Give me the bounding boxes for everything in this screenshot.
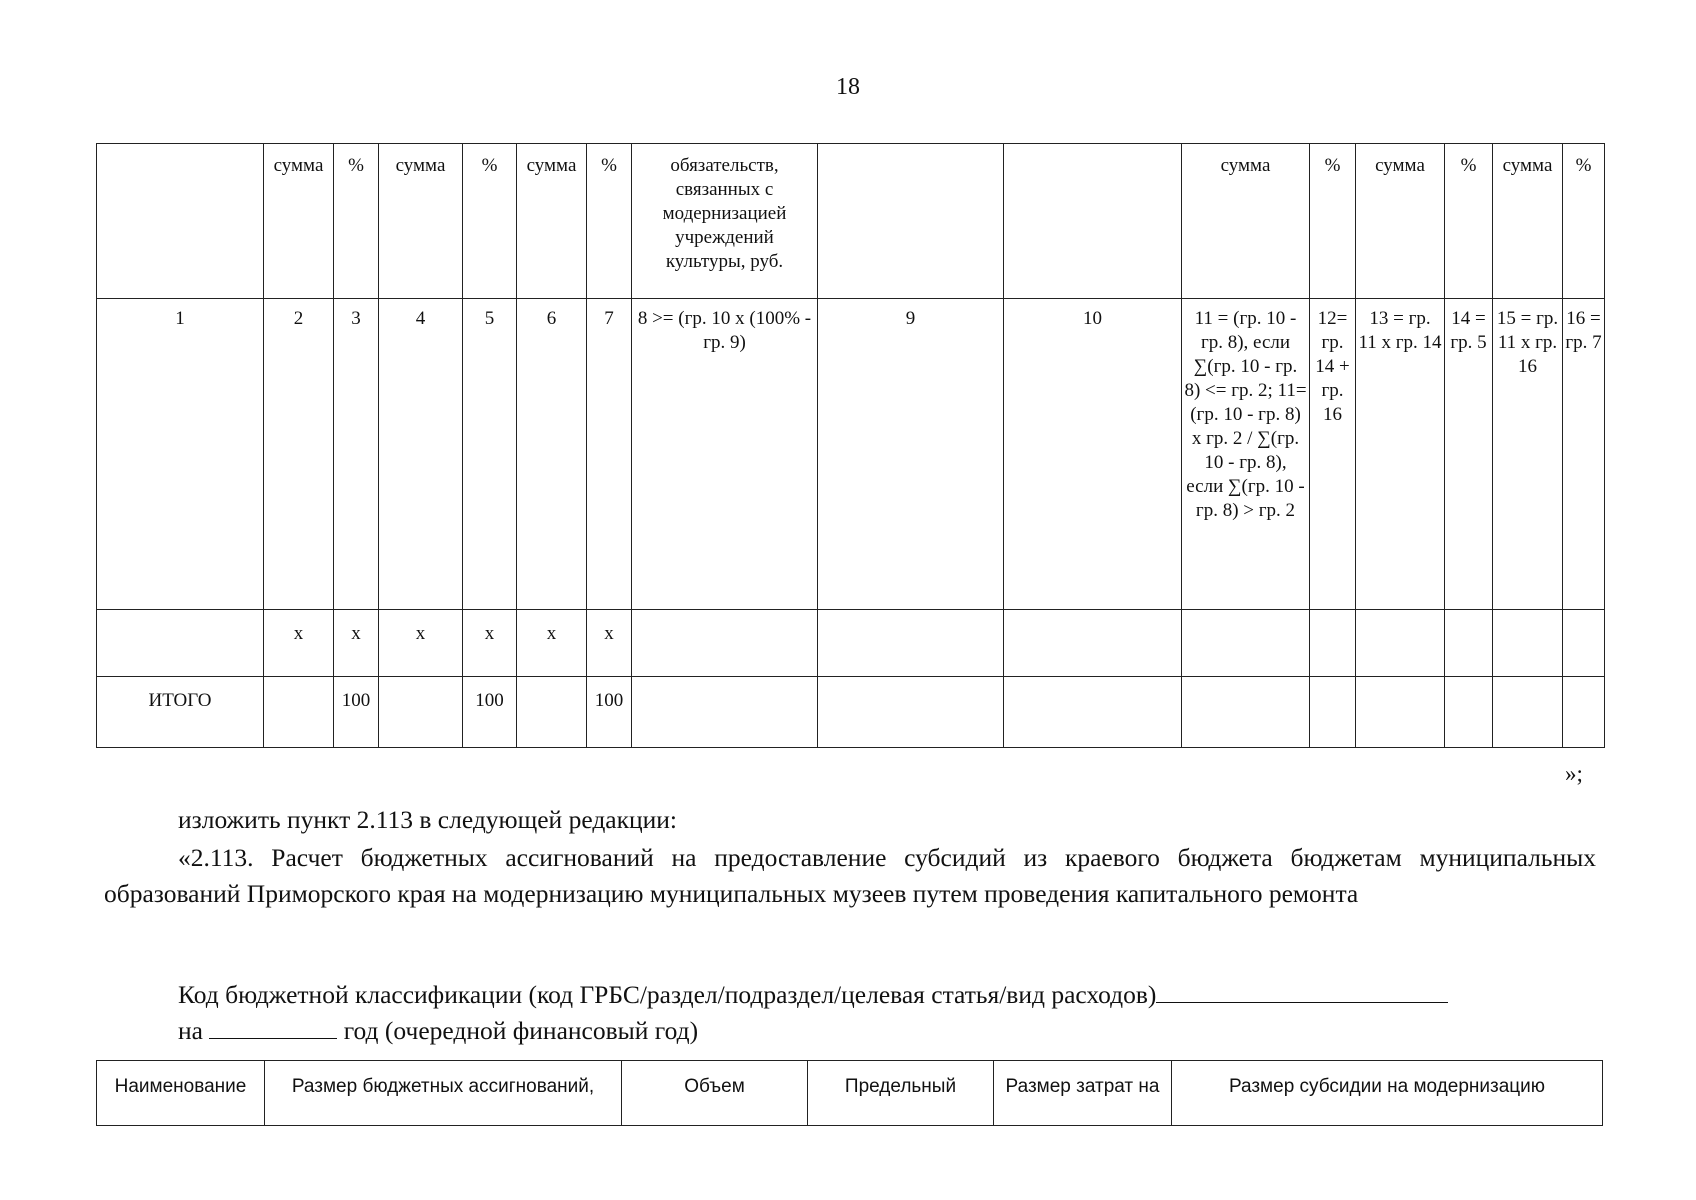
table-cell <box>1493 677 1563 748</box>
table-cell: Размер субсидии на модернизацию <box>1172 1061 1603 1126</box>
table-cell: % <box>1310 144 1356 299</box>
table-cell: х <box>517 610 587 677</box>
table-cell: 1 <box>97 299 264 610</box>
budget-code-blank <box>1156 978 1448 1003</box>
table-cell: 100 <box>463 677 517 748</box>
table-cell: х <box>463 610 517 677</box>
table-cell: сумма <box>379 144 463 299</box>
table-cell: х <box>587 610 632 677</box>
table-cell: 5 <box>463 299 517 610</box>
table-cell: Объем <box>622 1061 808 1126</box>
table-cell <box>97 144 264 299</box>
table-header-row <box>97 1061 1603 1126</box>
fiscal-year-label: год (очередной финансовый год) <box>343 1016 699 1045</box>
table-cell: 9 <box>818 299 1004 610</box>
table-cell <box>1004 677 1182 748</box>
table-cell: х <box>264 610 334 677</box>
table-total-row <box>97 677 1605 748</box>
table-cell: % <box>334 144 379 299</box>
table-cell <box>1004 144 1182 299</box>
table-cell: 11 = (гр. 10 - гр. 8), если ∑(гр. 10 - гр. 8) <= гр. 2; 11= (гр. 10 - гр. 8) х гр. 2 / ∑(гр. 10 - гр. 8), если ∑(гр. 10 - гр. 8) > гр. 2 <box>1182 299 1310 610</box>
table-cell: 6 <box>517 299 587 610</box>
table-cell <box>632 677 818 748</box>
table-cell <box>818 144 1004 299</box>
table-cell <box>379 677 463 748</box>
budget-code-label: Код бюджетной классификации (код ГРБС/раздел/подраздел/целевая статья/вид расходов) <box>178 980 1157 1009</box>
table-cell: 2 <box>264 299 334 610</box>
section-2-113-title: «2.113. Расчет бюджетных ассигнований на предоставление субсидий из краевого бюджета бюджетам муниципальных образований Приморского края на модернизацию муниципальных музеев путем проведения капитального ремонта <box>104 843 1596 908</box>
table-cell: сумма <box>1493 144 1563 299</box>
table-cell: 3 <box>334 299 379 610</box>
table-cell <box>97 610 264 677</box>
table-cell <box>1356 677 1445 748</box>
page-number: 18 <box>836 74 860 100</box>
table-cell <box>1356 610 1445 677</box>
table-cell <box>632 610 818 677</box>
table-cell: 4 <box>379 299 463 610</box>
budget-code-line <box>178 977 1598 1013</box>
fiscal-year-line <box>178 1013 1598 1049</box>
table-cell: сумма <box>517 144 587 299</box>
table-cell: % <box>1445 144 1493 299</box>
subsidy-table <box>96 1060 1603 1126</box>
amendment-intro: изложить пункт 2.113 в следующей редакции: <box>178 805 678 834</box>
table-cell: 10 <box>1004 299 1182 610</box>
table-cell <box>517 677 587 748</box>
table-cell <box>818 610 1004 677</box>
table-column-numbers-row <box>97 299 1605 610</box>
table-row <box>97 610 1605 677</box>
table-cell: сумма <box>264 144 334 299</box>
table-header-row <box>97 144 1605 299</box>
table-cell: % <box>1563 144 1605 299</box>
table-cell <box>1182 610 1310 677</box>
closing-quote: »; <box>1565 761 1583 786</box>
table-cell: обязательств, связанных с модернизацией учреждений культуры, руб. <box>632 144 818 299</box>
table-cell: сумма <box>1182 144 1310 299</box>
table-cell: % <box>587 144 632 299</box>
fiscal-year-prefix: на <box>178 1016 203 1045</box>
table-cell: 16 = гр. 7 <box>1563 299 1605 610</box>
table-cell <box>1563 610 1605 677</box>
table-cell: 100 <box>334 677 379 748</box>
table-cell: 15 = гр. 11 х гр. 16 <box>1493 299 1563 610</box>
table-cell: сумма <box>1356 144 1445 299</box>
table-cell: 13 = гр. 11 х гр. 14 <box>1356 299 1445 610</box>
table-cell <box>1445 677 1493 748</box>
table-cell <box>1493 610 1563 677</box>
table-cell: 12= гр. 14 + гр. 16 <box>1310 299 1356 610</box>
table-cell <box>1004 610 1182 677</box>
fiscal-year-blank <box>209 1014 337 1039</box>
table-cell: ИТОГО <box>97 677 264 748</box>
table-cell: Наименование <box>97 1061 265 1126</box>
table-cell: 7 <box>587 299 632 610</box>
table-cell <box>1310 677 1356 748</box>
table-cell <box>818 677 1004 748</box>
table-cell <box>264 677 334 748</box>
table-cell: х <box>379 610 463 677</box>
table-cell: Предельный <box>808 1061 994 1126</box>
table-cell: 100 <box>587 677 632 748</box>
table-cell: 14 = гр. 5 <box>1445 299 1493 610</box>
calculation-table <box>96 143 1605 748</box>
table-cell: Размер бюджетных ассигнований, <box>265 1061 622 1126</box>
table-cell: х <box>334 610 379 677</box>
table-cell <box>1310 610 1356 677</box>
table-cell <box>1445 610 1493 677</box>
table-cell <box>1563 677 1605 748</box>
table-cell: % <box>463 144 517 299</box>
table-cell <box>1182 677 1310 748</box>
table-cell: Размер затрат на <box>994 1061 1172 1126</box>
table-cell: 8 >= (гр. 10 х (100% - гр. 9) <box>632 299 818 610</box>
